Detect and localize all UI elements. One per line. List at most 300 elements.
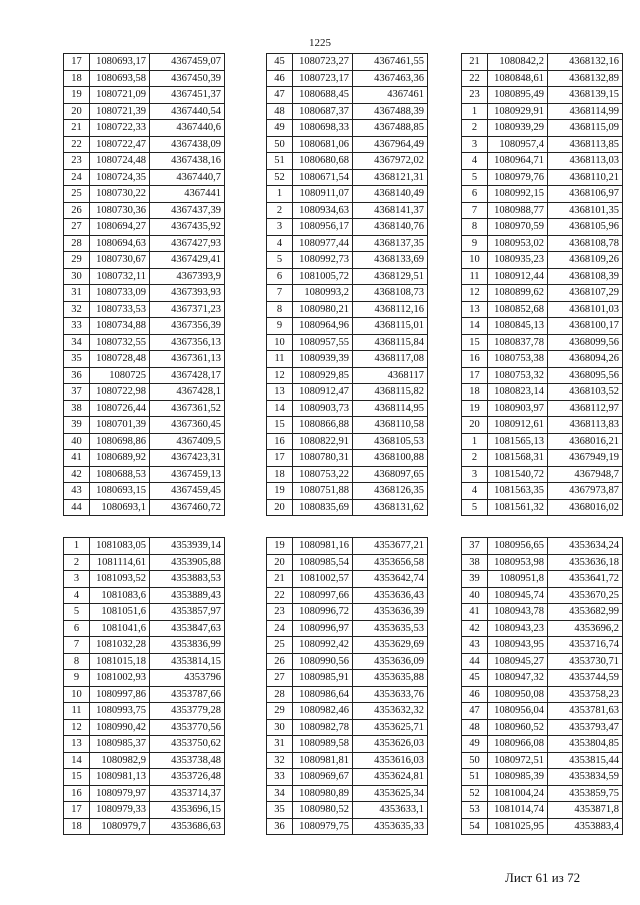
x-coordinate: 1080951,8: [488, 571, 548, 588]
x-coordinate: 1080985,91: [293, 670, 353, 687]
table-row: [267, 334, 428, 351]
x-coordinate: 1080721,09: [90, 87, 150, 104]
table-row: [462, 219, 623, 236]
y-coordinate: 4368016,21: [548, 433, 623, 450]
table-row: [64, 554, 225, 571]
point-number: 28: [267, 686, 293, 703]
y-coordinate: 4353634,24: [548, 538, 623, 555]
x-coordinate: 1080688,53: [90, 466, 150, 483]
table-row: [267, 620, 428, 637]
point-number: 30: [64, 268, 90, 285]
y-coordinate: 4353758,23: [548, 686, 623, 703]
x-coordinate: 1080693,15: [90, 483, 150, 500]
y-coordinate: 4353636,09: [353, 653, 428, 670]
point-number: 23: [267, 604, 293, 621]
point-number: 23: [462, 87, 488, 104]
y-coordinate: 4368113,83: [548, 417, 623, 434]
x-coordinate: 1081032,28: [90, 637, 150, 654]
table-row: [462, 736, 623, 753]
table-row: [462, 466, 623, 483]
y-coordinate: 4368115,84: [353, 334, 428, 351]
x-coordinate: 1080722,98: [90, 384, 150, 401]
point-number: 12: [64, 719, 90, 736]
y-coordinate: 4353804,85: [548, 736, 623, 753]
x-coordinate: 1080982,46: [293, 703, 353, 720]
table-row: [267, 637, 428, 654]
y-coordinate: 4368117: [353, 367, 428, 384]
x-coordinate: 1080980,21: [293, 301, 353, 318]
table-row: [64, 153, 225, 170]
table-row: [462, 120, 623, 137]
point-number: 26: [267, 653, 293, 670]
table-row: [267, 120, 428, 137]
x-coordinate: 1080960,52: [488, 719, 548, 736]
point-number: 48: [462, 719, 488, 736]
x-coordinate: 1080698,33: [293, 120, 353, 137]
point-number: 16: [267, 433, 293, 450]
y-coordinate: 4367461,55: [353, 54, 428, 71]
point-number: 5: [462, 499, 488, 516]
x-coordinate: 1080680,68: [293, 153, 353, 170]
table-row: [64, 620, 225, 637]
y-coordinate: 4353626,03: [353, 736, 428, 753]
sheet-counter: Лист 61 из 72: [505, 870, 581, 885]
y-coordinate: 4367409,5: [150, 433, 225, 450]
x-coordinate: 1080751,88: [293, 483, 353, 500]
x-coordinate: 1080734,88: [90, 318, 150, 335]
table-row: [64, 686, 225, 703]
x-coordinate: 1080988,77: [488, 202, 548, 219]
y-coordinate: 4353871,8: [548, 802, 623, 819]
table-row: [267, 538, 428, 555]
point-number: 43: [462, 637, 488, 654]
point-number: 18: [462, 384, 488, 401]
point-number: 8: [462, 219, 488, 236]
table-row: [462, 400, 623, 417]
y-coordinate: 4353787,66: [150, 686, 225, 703]
y-coordinate: 4367488,39: [353, 103, 428, 120]
x-coordinate: 1080956,65: [488, 538, 548, 555]
y-coordinate: 4368114,95: [353, 400, 428, 417]
table-row: [462, 620, 623, 637]
point-number: 35: [267, 802, 293, 819]
y-coordinate: 4367964,49: [353, 136, 428, 153]
point-number: 48: [267, 103, 293, 120]
x-coordinate: 1080964,96: [293, 318, 353, 335]
point-number: 9: [462, 235, 488, 252]
y-coordinate: 4368131,62: [353, 499, 428, 516]
x-coordinate: 1080837,78: [488, 334, 548, 351]
point-number: 51: [267, 153, 293, 170]
point-number: 17: [462, 367, 488, 384]
x-coordinate: 1080701,39: [90, 417, 150, 434]
x-coordinate: 1080842,2: [488, 54, 548, 71]
point-number: 13: [267, 384, 293, 401]
table-row: [462, 802, 623, 819]
point-number: 41: [462, 604, 488, 621]
table-row: [462, 70, 623, 87]
table-row: [267, 301, 428, 318]
y-coordinate: 4368117,08: [353, 351, 428, 368]
point-number: 19: [64, 87, 90, 104]
point-number: 41: [64, 450, 90, 467]
x-coordinate: 1080945,27: [488, 653, 548, 670]
x-coordinate: 1080992,15: [488, 186, 548, 203]
point-number: 1: [64, 538, 90, 555]
x-coordinate: 1080912,61: [488, 417, 548, 434]
point-number: 10: [267, 334, 293, 351]
y-coordinate: 4353696,2: [548, 620, 623, 637]
x-coordinate: 1080866,88: [293, 417, 353, 434]
table-row: [64, 670, 225, 687]
x-coordinate: 1080929,85: [293, 367, 353, 384]
point-number: 43: [64, 483, 90, 500]
x-coordinate: 1080981,13: [90, 769, 150, 786]
y-coordinate: 4368140,76: [353, 219, 428, 236]
table-row: [64, 87, 225, 104]
point-number: 34: [267, 785, 293, 802]
x-coordinate: 1080822,91: [293, 433, 353, 450]
point-number: 12: [267, 367, 293, 384]
y-coordinate: 4353815,44: [548, 752, 623, 769]
table-row: [462, 136, 623, 153]
x-coordinate: 1080939,39: [293, 351, 353, 368]
table-row: [267, 235, 428, 252]
y-coordinate: 4353670,25: [548, 587, 623, 604]
x-coordinate: 1080972,51: [488, 752, 548, 769]
table-row: [267, 653, 428, 670]
x-coordinate: 1080694,63: [90, 235, 150, 252]
point-number: 3: [462, 136, 488, 153]
x-coordinate: 1080725: [90, 367, 150, 384]
y-coordinate: 4353859,75: [548, 785, 623, 802]
table-row: [64, 466, 225, 483]
table-row: [462, 186, 623, 203]
table-row: [64, 252, 225, 269]
y-coordinate: 4368115,09: [548, 120, 623, 137]
point-number: 12: [462, 285, 488, 302]
y-coordinate: 4367361,13: [150, 351, 225, 368]
table-row: [64, 235, 225, 252]
point-number: 27: [267, 670, 293, 687]
table-row: [462, 433, 623, 450]
point-number: 39: [64, 417, 90, 434]
x-coordinate: 1080848,61: [488, 70, 548, 87]
point-number: 20: [267, 499, 293, 516]
table-row: [267, 268, 428, 285]
y-coordinate: 4353857,97: [150, 604, 225, 621]
point-number: 14: [267, 400, 293, 417]
x-coordinate: 1080724,48: [90, 153, 150, 170]
point-number: 49: [267, 120, 293, 137]
point-number: 46: [462, 686, 488, 703]
y-coordinate: 4367441: [150, 186, 225, 203]
x-coordinate: 1081041,6: [90, 620, 150, 637]
table-row: [64, 334, 225, 351]
table-row: [267, 703, 428, 720]
table-row: [462, 587, 623, 604]
y-coordinate: 4353636,43: [353, 587, 428, 604]
x-coordinate: 1081083,05: [90, 538, 150, 555]
x-coordinate: 1080723,27: [293, 54, 353, 71]
point-number: 49: [462, 736, 488, 753]
x-coordinate: 1080733,53: [90, 301, 150, 318]
table-row: [462, 169, 623, 186]
table-row: [462, 285, 623, 302]
page-number: 1225: [309, 37, 331, 49]
table-row: [462, 54, 623, 71]
coordinate-table-1-1: [63, 53, 225, 516]
table-row: [267, 466, 428, 483]
y-coordinate: 4353636,18: [548, 554, 623, 571]
y-coordinate: 4353656,58: [353, 554, 428, 571]
point-number: 4: [267, 235, 293, 252]
coordinate-table-2-2: [266, 537, 428, 835]
x-coordinate: 1080687,37: [293, 103, 353, 120]
point-number: 3: [64, 571, 90, 588]
table-row: [462, 334, 623, 351]
x-coordinate: 1080911,07: [293, 186, 353, 203]
y-coordinate: 4353883,53: [150, 571, 225, 588]
y-coordinate: 4353779,28: [150, 703, 225, 720]
point-number: 53: [462, 802, 488, 819]
point-number: 22: [64, 136, 90, 153]
y-coordinate: 4367429,41: [150, 252, 225, 269]
point-number: 52: [267, 169, 293, 186]
x-coordinate: 1080698,86: [90, 433, 150, 450]
point-number: 54: [462, 818, 488, 835]
point-number: 2: [267, 202, 293, 219]
x-coordinate: 1080993,75: [90, 703, 150, 720]
y-coordinate: 4367949,19: [548, 450, 623, 467]
table-row: [64, 136, 225, 153]
table-row: [267, 433, 428, 450]
y-coordinate: 4353781,63: [548, 703, 623, 720]
y-coordinate: 4353642,74: [353, 571, 428, 588]
table-row: [64, 433, 225, 450]
x-coordinate: 1080895,49: [488, 87, 548, 104]
point-number: 24: [64, 169, 90, 186]
y-coordinate: 4368139,15: [548, 87, 623, 104]
table-row: [267, 219, 428, 236]
point-number: 9: [64, 670, 90, 687]
y-coordinate: 4353793,47: [548, 719, 623, 736]
point-number: 7: [267, 285, 293, 302]
y-coordinate: 4367451,37: [150, 87, 225, 104]
table-row: [462, 351, 623, 368]
x-coordinate: 1081014,74: [488, 802, 548, 819]
x-coordinate: 1080985,54: [293, 554, 353, 571]
x-coordinate: 1080899,62: [488, 285, 548, 302]
point-number: 5: [462, 169, 488, 186]
table-row: [462, 670, 623, 687]
x-coordinate: 1080823,14: [488, 384, 548, 401]
x-coordinate: 1080728,48: [90, 351, 150, 368]
table-row: [462, 785, 623, 802]
point-number: 15: [267, 417, 293, 434]
point-number: 6: [267, 268, 293, 285]
x-coordinate: 1081015,18: [90, 653, 150, 670]
table-row: [267, 54, 428, 71]
point-number: 19: [267, 483, 293, 500]
table-row: [64, 103, 225, 120]
point-number: 14: [462, 318, 488, 335]
table-row: [64, 538, 225, 555]
y-coordinate: 4368132,16: [548, 54, 623, 71]
table-row: [462, 417, 623, 434]
x-coordinate: 1080945,74: [488, 587, 548, 604]
table-row: [64, 384, 225, 401]
point-number: 18: [64, 818, 90, 835]
point-number: 18: [64, 70, 90, 87]
y-coordinate: 4353796: [150, 670, 225, 687]
y-coordinate: 4353686,63: [150, 818, 225, 835]
table-row: [462, 153, 623, 170]
y-coordinate: 4368108,39: [548, 268, 623, 285]
table-row: [267, 736, 428, 753]
point-number: 40: [64, 433, 90, 450]
x-coordinate: 1080966,08: [488, 736, 548, 753]
coordinate-table-2-3: [461, 537, 623, 835]
x-coordinate: 1080979,76: [488, 169, 548, 186]
y-coordinate: 4353750,62: [150, 736, 225, 753]
point-number: 39: [462, 571, 488, 588]
point-number: 2: [462, 450, 488, 467]
table-row: [462, 604, 623, 621]
point-number: 11: [64, 703, 90, 720]
y-coordinate: 4367438,16: [150, 153, 225, 170]
table-row: [267, 186, 428, 203]
y-coordinate: 4367371,23: [150, 301, 225, 318]
y-coordinate: 4368129,51: [353, 268, 428, 285]
point-number: 11: [462, 268, 488, 285]
x-coordinate: 1080996,97: [293, 620, 353, 637]
y-coordinate: 4367438,09: [150, 136, 225, 153]
table-row: [64, 285, 225, 302]
table-row: [64, 169, 225, 186]
point-number: 17: [64, 802, 90, 819]
x-coordinate: 1080934,63: [293, 202, 353, 219]
y-coordinate: 4367440,6: [150, 120, 225, 137]
x-coordinate: 1080969,67: [293, 769, 353, 786]
point-number: 28: [64, 235, 90, 252]
x-coordinate: 1080992,42: [293, 637, 353, 654]
x-coordinate: 1080730,67: [90, 252, 150, 269]
table-row: [267, 153, 428, 170]
x-coordinate: 1080693,58: [90, 70, 150, 87]
y-coordinate: 4367450,39: [150, 70, 225, 87]
x-coordinate: 1080979,97: [90, 785, 150, 802]
y-coordinate: 4353714,37: [150, 785, 225, 802]
x-coordinate: 1080693,17: [90, 54, 150, 71]
y-coordinate: 4353624,81: [353, 769, 428, 786]
x-coordinate: 1080985,39: [488, 769, 548, 786]
x-coordinate: 1080997,66: [293, 587, 353, 604]
point-number: 36: [64, 367, 90, 384]
y-coordinate: 4353836,99: [150, 637, 225, 654]
point-number: 4: [462, 153, 488, 170]
y-coordinate: 4368099,56: [548, 334, 623, 351]
y-coordinate: 4368132,89: [548, 70, 623, 87]
table-row: [267, 285, 428, 302]
table-row: [64, 219, 225, 236]
table-row: [267, 450, 428, 467]
y-coordinate: 4368101,03: [548, 301, 623, 318]
point-number: 10: [64, 686, 90, 703]
x-coordinate: 1080996,72: [293, 604, 353, 621]
x-coordinate: 1080957,4: [488, 136, 548, 153]
x-coordinate: 1081002,93: [90, 670, 150, 687]
table-row: [462, 202, 623, 219]
x-coordinate: 1080835,69: [293, 499, 353, 516]
x-coordinate: 1080852,68: [488, 301, 548, 318]
x-coordinate: 1080979,75: [293, 818, 353, 835]
y-coordinate: 4353632,32: [353, 703, 428, 720]
y-coordinate: 4367435,92: [150, 219, 225, 236]
x-coordinate: 1080943,78: [488, 604, 548, 621]
y-coordinate: 4367459,45: [150, 483, 225, 500]
point-number: 4: [462, 483, 488, 500]
point-number: 22: [462, 70, 488, 87]
x-coordinate: 1080903,97: [488, 400, 548, 417]
coordinate-table-2-1: [63, 537, 225, 835]
x-coordinate: 1080992,73: [293, 252, 353, 269]
y-coordinate: 4353939,14: [150, 538, 225, 555]
y-coordinate: 4353641,72: [548, 571, 623, 588]
x-coordinate: 1080753,32: [488, 367, 548, 384]
y-coordinate: 4353738,48: [150, 752, 225, 769]
x-coordinate: 1081114,61: [90, 554, 150, 571]
x-coordinate: 1081002,57: [293, 571, 353, 588]
table-row: [64, 186, 225, 203]
point-number: 34: [64, 334, 90, 351]
y-coordinate: 4368112,97: [548, 400, 623, 417]
point-number: 44: [64, 499, 90, 516]
y-coordinate: 4367463,36: [353, 70, 428, 87]
y-coordinate: 4367360,45: [150, 417, 225, 434]
y-coordinate: 4353635,53: [353, 620, 428, 637]
table-row: [64, 318, 225, 335]
table-row: [462, 499, 623, 516]
x-coordinate: 1080903,73: [293, 400, 353, 417]
point-number: 46: [267, 70, 293, 87]
table-row: [462, 653, 623, 670]
table-row: [64, 70, 225, 87]
y-coordinate: 4368016,02: [548, 499, 623, 516]
x-coordinate: 1081004,24: [488, 785, 548, 802]
y-coordinate: 4368108,73: [353, 285, 428, 302]
y-coordinate: 4368094,26: [548, 351, 623, 368]
point-number: 20: [64, 103, 90, 120]
point-number: 33: [64, 318, 90, 335]
x-coordinate: 1080950,08: [488, 686, 548, 703]
table-row: [64, 301, 225, 318]
x-coordinate: 1081565,13: [488, 433, 548, 450]
y-coordinate: 4353730,71: [548, 653, 623, 670]
point-number: 50: [267, 136, 293, 153]
table-row: [462, 818, 623, 835]
x-coordinate: 1080694,27: [90, 219, 150, 236]
point-number: 20: [267, 554, 293, 571]
y-coordinate: 4353889,43: [150, 587, 225, 604]
x-coordinate: 1080977,44: [293, 235, 353, 252]
point-number: 32: [64, 301, 90, 318]
table-row: [267, 752, 428, 769]
x-coordinate: 1080979,7: [90, 818, 150, 835]
point-number: 27: [64, 219, 90, 236]
y-coordinate: 4368137,35: [353, 235, 428, 252]
x-coordinate: 1080980,52: [293, 802, 353, 819]
